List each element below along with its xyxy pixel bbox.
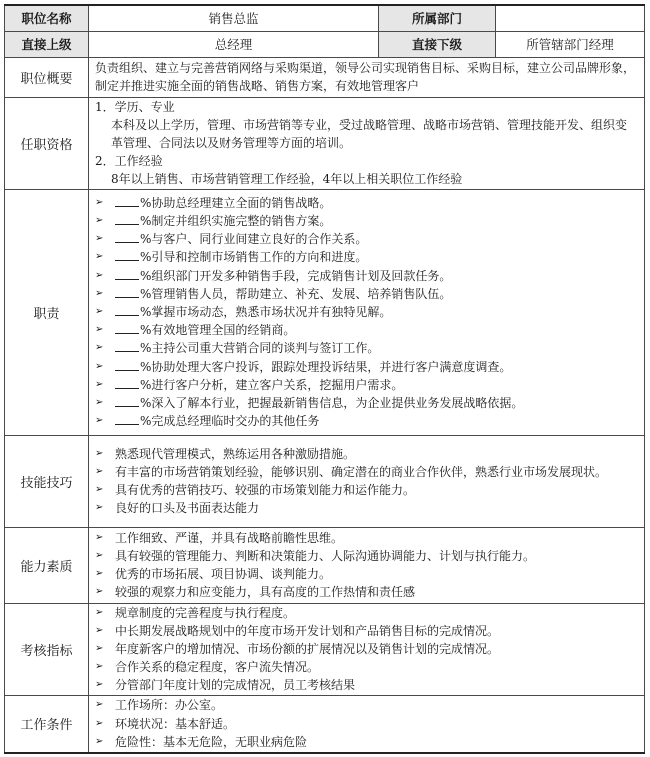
conditions-label: 工作条件 (5, 695, 89, 753)
qualification-body-2: 8年以上销售、市场营销管理工作经验，4年以上相关职位工作经验 (111, 172, 463, 187)
kpi-text: 年度新客户的增加情况、市场份额的扩展情况以及销售计划的完成情况。 (115, 641, 500, 656)
arrow-bullet-icon: ➢ (95, 396, 104, 408)
conditions-row (5, 695, 645, 753)
conditions-text: 环境状况：基本舒适。 (115, 716, 236, 731)
arrow-bullet-icon: ➢ (95, 287, 104, 299)
duties-text: %协助总经理建立全面的销售战略。 (140, 195, 332, 210)
percent-blank (115, 376, 139, 389)
duties-item (95, 339, 638, 357)
qualification-heading-1: 1．学历、专业 (95, 99, 175, 114)
percent-blank (115, 248, 139, 261)
arrow-bullet-icon: ➢ (95, 484, 104, 496)
kpi-text: 分管部门年度计划的完成情况，员工考核结果 (115, 678, 356, 693)
duties-row (5, 189, 645, 435)
kpi-text: 合作关系的稳定程度，客户流失情况。 (115, 660, 320, 675)
qualification-label: 任职资格 (5, 97, 89, 189)
position-value: 销售总监 (89, 5, 379, 31)
kpi-item (95, 604, 638, 622)
arrow-bullet-icon: ➢ (95, 251, 104, 263)
arrow-bullet-icon: ➢ (95, 586, 104, 598)
conditions-item (95, 696, 638, 714)
duties-text: %协助处理大客户投诉，跟踪处理投诉结果，并进行客户满意度调查。 (140, 359, 512, 374)
subordinate-value: 所管辖部门经理 (496, 31, 645, 57)
arrow-bullet-icon: ➢ (95, 233, 104, 245)
qualification-heading-2: 2．工作经验 (95, 154, 163, 169)
arrow-bullet-icon: ➢ (95, 324, 104, 336)
qualities-text: 较强的观察力和应变能力，具有高度的工作热情和责任感 (115, 585, 416, 600)
duties-item (95, 303, 638, 321)
arrow-bullet-icon: ➢ (95, 642, 104, 654)
superior-value: 总经理 (89, 31, 379, 57)
percent-blank (115, 321, 139, 334)
duties-list (89, 189, 645, 435)
qualities-item (95, 547, 638, 565)
kpi-list (89, 603, 645, 695)
kpi-item (95, 640, 638, 658)
percent-blank (115, 303, 139, 316)
arrow-bullet-icon: ➢ (95, 465, 104, 477)
arrow-bullet-icon: ➢ (95, 661, 104, 673)
qualities-text: 优秀的市场拓展、项目协调、谈判能力。 (115, 567, 332, 582)
arrow-bullet-icon: ➢ (95, 531, 104, 543)
arrow-bullet-icon: ➢ (95, 196, 104, 208)
arrow-bullet-icon: ➢ (95, 378, 104, 390)
qualities-list (89, 527, 645, 603)
qualities-text: 具有较强的管理能力、判断和决策能力、人际沟通协调能力、计划与执行能力。 (115, 548, 536, 563)
kpi-text: 中长期发展战略规划中的年度市场开发计划和产品销售目标的完成情况。 (115, 623, 500, 638)
arrow-bullet-icon: ➢ (95, 679, 104, 691)
duties-text: %进行客户分析，建立客户关系，挖掘用户需求。 (140, 377, 404, 392)
skills-item (95, 481, 638, 499)
duties-text: %引导和控制市场销售工作的方向和进度。 (140, 250, 368, 265)
skills-label: 技能技巧 (5, 435, 89, 527)
arrow-bullet-icon: ➢ (95, 360, 104, 372)
arrow-bullet-icon: ➢ (95, 735, 104, 747)
conditions-item (95, 733, 638, 751)
duties-text: %组织部门开发多种销售手段，完成销售计划及回款任务。 (140, 268, 452, 283)
duties-text: %制定并组织实施完整的销售方案。 (140, 213, 332, 228)
kpi-row (5, 603, 645, 695)
percent-blank (115, 267, 139, 280)
arrow-bullet-icon: ➢ (95, 342, 104, 354)
qualities-row (5, 527, 645, 603)
arrow-bullet-icon: ➢ (95, 606, 104, 618)
duties-item (95, 230, 638, 248)
qualities-text: 工作细致、严谨，并具有战略前瞻性思维。 (115, 530, 344, 545)
arrow-bullet-icon: ➢ (95, 717, 104, 729)
conditions-text: 工作场所：办公室。 (115, 698, 224, 713)
arrow-bullet-icon: ➢ (95, 549, 104, 561)
percent-blank (115, 412, 139, 425)
qualification-content (89, 97, 645, 189)
percent-blank (115, 358, 139, 371)
skills-list (89, 435, 645, 527)
job-description-table (4, 4, 645, 754)
skills-text: 良好的口头及书面表达能力 (115, 501, 260, 516)
arrow-bullet-icon: ➢ (95, 415, 104, 427)
duties-text: %与客户、同行业间建立良好的合作关系。 (140, 232, 368, 247)
duties-text: %掌握市场动态，熟悉市场状况并有独特见解。 (140, 304, 392, 319)
percent-blank (115, 285, 139, 298)
arrow-bullet-icon: ➢ (95, 269, 104, 281)
conditions-item (95, 715, 638, 733)
percent-blank (115, 194, 139, 207)
duties-label: 职责 (5, 189, 89, 435)
arrow-bullet-icon: ➢ (95, 305, 104, 317)
skills-text: 有丰富的市场营销策划经验，能够识别、确定潜在的商业合作伙伴，熟悉行业市场发展现状。 (115, 464, 608, 479)
qualities-item (95, 565, 638, 583)
arrow-bullet-icon: ➢ (95, 447, 104, 459)
kpi-text: 规章制度的完善程度与执行程度。 (115, 605, 296, 620)
qualification-row (5, 97, 645, 189)
overview-row (5, 57, 645, 97)
percent-blank (115, 230, 139, 243)
duties-item (95, 285, 638, 303)
skills-text: 具有优秀的营销技巧、较强的市场策划能力和运作能力。 (115, 483, 416, 498)
arrow-bullet-icon: ➢ (95, 699, 104, 711)
duties-text: %完成总经理临时交办的其他任务 (140, 414, 320, 429)
percent-blank (115, 394, 139, 407)
duties-item (95, 358, 638, 376)
arrow-bullet-icon: ➢ (95, 624, 104, 636)
dept-value (496, 5, 645, 31)
skills-item (95, 463, 638, 481)
subordinate-label: 直接下级 (379, 31, 496, 57)
header-row-1 (5, 5, 645, 31)
overview-text: 负责组织、建立与完善营销网络与采购渠道，领导公司实现销售目标、采购目标，建立公司品牌形象，制定并推进实施全面的销售战略、销售方案，有效地管理客户 (89, 57, 645, 97)
overview-label: 职位概要 (5, 57, 89, 97)
skills-row (5, 435, 645, 527)
qualities-item (95, 529, 638, 547)
qualification-body-1: 本科及以上学历，管理、市场营销等专业，受过战略管理、战略市场营销、管理技能开发、组织变革管理、合同法以及财务管理等方面的培训。 (111, 117, 628, 150)
duties-text: %有效地管理全国的经销商。 (140, 323, 296, 338)
duties-text: %管理销售人员，帮助建立、补充、发展、培养销售队伍。 (140, 286, 452, 301)
duties-item (95, 267, 638, 285)
qualities-item (95, 583, 638, 601)
duties-item (95, 321, 638, 339)
percent-blank (115, 339, 139, 352)
percent-blank (115, 212, 139, 225)
duties-item (95, 376, 638, 394)
kpi-item (95, 622, 638, 640)
duties-item (95, 194, 638, 212)
duties-item (95, 212, 638, 230)
conditions-text: 危险性：基本无危险，无职业病危险 (115, 734, 308, 749)
dept-label: 所属部门 (379, 5, 496, 31)
skills-item (95, 499, 638, 517)
skills-text: 熟悉现代管理模式，熟练运用各种激励措施。 (115, 446, 356, 461)
position-label: 职位名称 (5, 5, 89, 31)
duties-text: %主持公司重大营销合同的谈判与签订工作。 (140, 341, 380, 356)
header-row-2 (5, 31, 645, 57)
skills-item (95, 445, 638, 463)
duties-item (95, 394, 638, 412)
kpi-label: 考核指标 (5, 603, 89, 695)
qualities-label: 能力素质 (5, 527, 89, 603)
arrow-bullet-icon: ➢ (95, 214, 104, 226)
duties-item (95, 248, 638, 266)
conditions-list (89, 695, 645, 753)
arrow-bullet-icon: ➢ (95, 568, 104, 580)
kpi-item (95, 658, 638, 676)
superior-label: 直接上级 (5, 31, 89, 57)
kpi-item (95, 676, 638, 694)
arrow-bullet-icon: ➢ (95, 502, 104, 514)
duties-item (95, 412, 638, 430)
duties-text: %深入了解本行业，把握最新销售信息，为企业提供业务发展战略依据。 (140, 395, 524, 410)
